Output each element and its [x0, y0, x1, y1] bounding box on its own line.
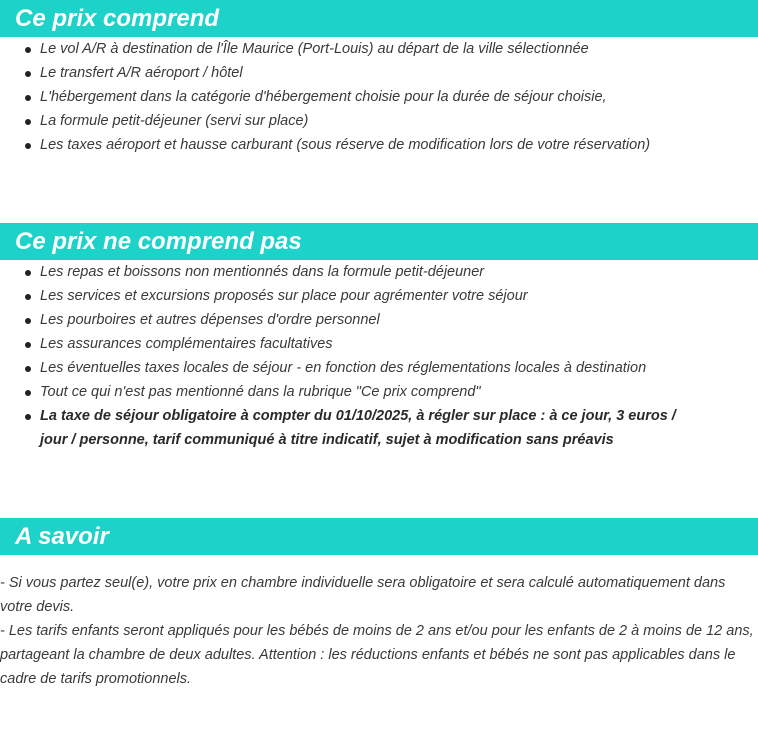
- list-item: Les repas et boissons non mentionnés dans la formule petit-déjeuner: [0, 260, 758, 284]
- info-paragraph-single-room: - Si vous partez seul(e), votre prix en chambre individuelle sera obligatoire et sera calculé automatiquement dans votre devis.: [0, 575, 726, 615]
- info-header: [0, 518, 758, 555]
- info-text: [0, 571, 758, 691]
- tourist-tax-notice: La taxe de séjour obligatoire à compter du 01/10/2025, à régler sur place : à ce jour, 3 euros / jour / personne, tarif communiqué à titre indicatif, sujet à modification sans préavis: [0, 404, 758, 452]
- info-paragraph-child-rates: - Les tarifs enfants seront appliqués pour les bébés de moins de 2 ans et/ou pour les enfants de 2 à moins de 12 ans, partageant la chambre de deux adultes. Attention : les réductions enfants et bébés ne sont pas applicables dans le cadre de tarifs promotionnels.: [0, 623, 754, 687]
- list-item: Le transfert A/R aéroport / hôtel: [0, 61, 758, 85]
- excluded-title: Ce prix ne comprend pas: [15, 228, 302, 255]
- list-item: Le vol A/R à destination de l'Île Maurice (Port-Louis) au départ de la ville sélectionnée: [0, 37, 758, 61]
- included-section: [0, 0, 758, 157]
- excluded-header: [0, 223, 758, 260]
- info-title: A savoir: [15, 523, 109, 550]
- list-item: Les pourboires et autres dépenses d'ordre personnel: [0, 308, 758, 332]
- excluded-section: [0, 223, 758, 452]
- list-item: L'hébergement dans la catégorie d'hébergement choisie pour la durée de séjour choisie,: [0, 85, 758, 109]
- info-section: [0, 518, 758, 691]
- included-list: [0, 37, 758, 157]
- list-item: Les assurances complémentaires facultatives: [0, 332, 758, 356]
- included-title: Ce prix comprend: [15, 5, 220, 32]
- list-item: Les services et excursions proposés sur place pour agrémenter votre séjour: [0, 284, 758, 308]
- included-header: [0, 0, 758, 37]
- list-item: Tout ce qui n'est pas mentionné dans la rubrique "Ce prix comprend": [0, 380, 758, 404]
- list-item: Les éventuelles taxes locales de séjour - en fonction des réglementations locales à destination: [0, 356, 758, 380]
- list-item: La formule petit-déjeuner (servi sur place): [0, 109, 758, 133]
- excluded-list: [0, 260, 758, 452]
- list-item: Les taxes aéroport et hausse carburant (sous réserve de modification lors de votre réservation): [0, 133, 758, 157]
